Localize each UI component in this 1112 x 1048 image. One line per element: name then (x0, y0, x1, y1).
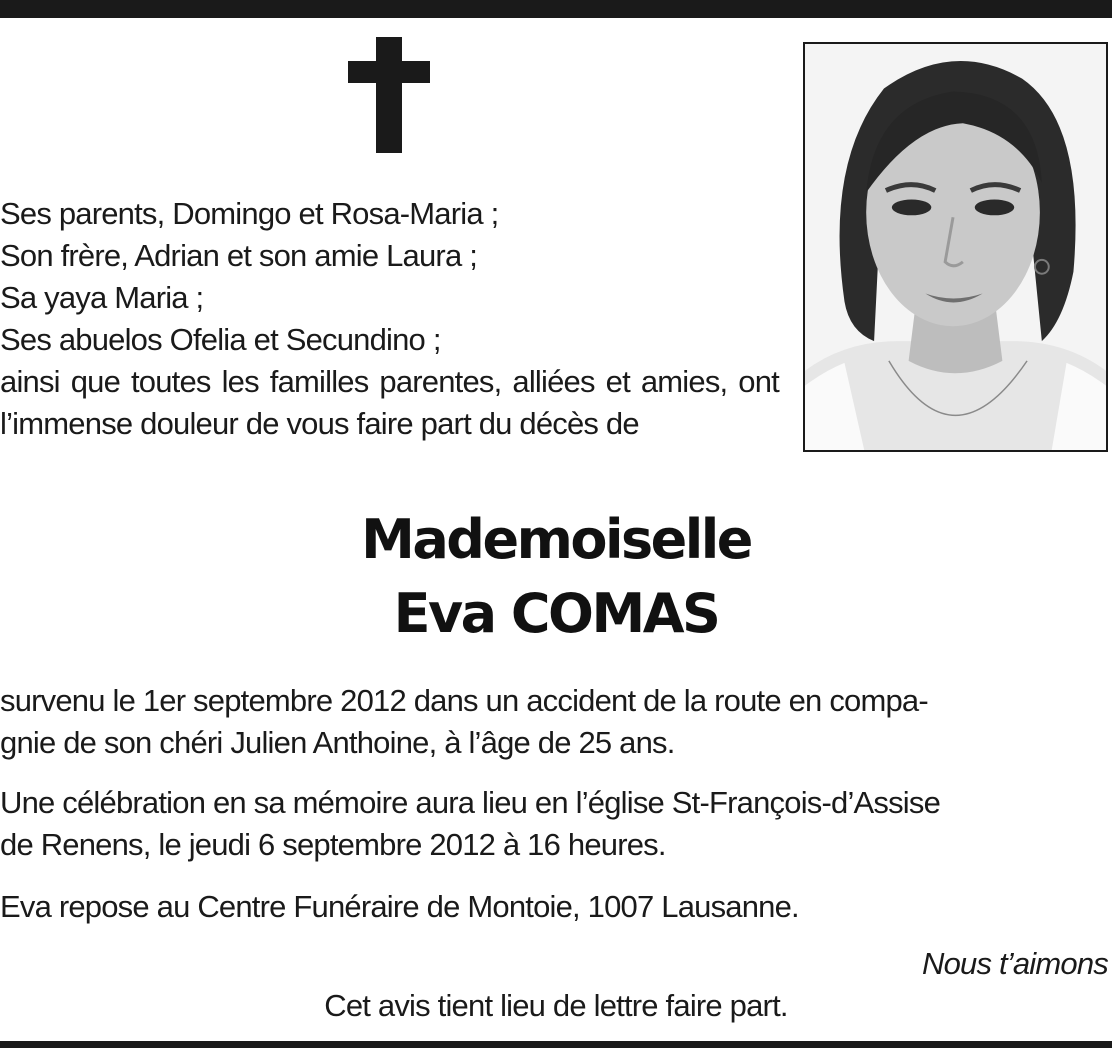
family-announcement (0, 193, 779, 445)
paragraph-line: Une célébration en sa mémoire aura lieu en l’église St-François-d’Assise (0, 785, 941, 820)
paragraph-line: gnie de son chéri Julien Anthoine, à l’âge de 25 ans. (0, 725, 675, 760)
deceased-name: Eva COMAS (393, 582, 719, 645)
paragraph-line: survenu le 1er septembre 2012 dans un accident de la route en compa- (0, 683, 928, 718)
cross-icon (348, 37, 430, 153)
paragraph-resting-place (0, 886, 1110, 928)
paragraph-celebration (0, 782, 1110, 866)
deceased-heading (0, 503, 1112, 651)
intro-line-grandparents: Ses abuelos Ofelia et Secundino ; (0, 322, 441, 357)
deceased-title: Mademoiselle (361, 508, 751, 571)
paragraph-line: de Renens, le jeudi 6 septembre 2012 à 16 heures. (0, 827, 666, 862)
paragraph-line: Eva repose au Centre Funéraire de Montoie, 1007 Lausanne. (0, 889, 799, 924)
signoff: Nous t’aimons (921, 946, 1108, 981)
top-border-rule (0, 0, 1112, 18)
portrait-photo (803, 42, 1108, 452)
bottom-border-rule (0, 1041, 1112, 1048)
intro-line-grandmother: Sa yaya Maria ; (0, 280, 204, 315)
paragraph-circumstances (0, 680, 1110, 764)
intro-line-parents: Ses parents, Domingo et Rosa-Maria ; (0, 196, 499, 231)
cross-icon-vertical-bar (376, 37, 402, 153)
intro-line-brother: Son frère, Adrian et son amie Laura ; (0, 238, 478, 273)
portrait-illustration (805, 44, 1106, 450)
cross-icon-horizontal-bar (348, 61, 430, 83)
footer-note: Cet avis tient lieu de lettre faire part. (324, 988, 788, 1023)
intro-paragraph: ainsi que toutes les familles parentes, alliées et amies, ont l’immense douleur de vous faire part du décès de (0, 364, 779, 441)
